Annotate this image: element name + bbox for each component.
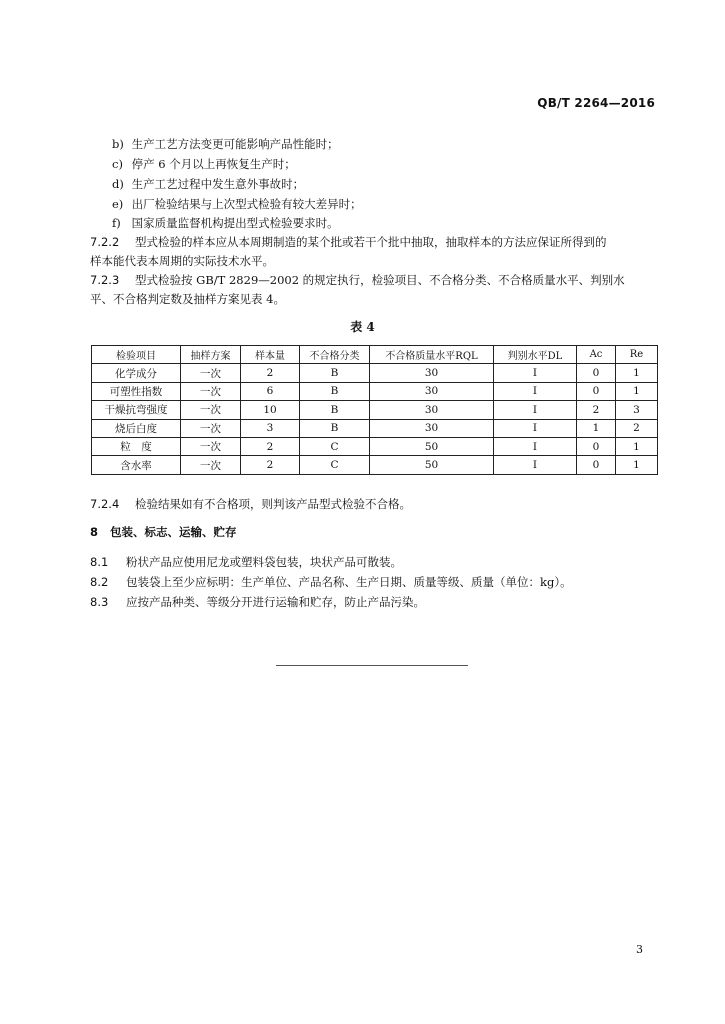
table-cell: 6 <box>241 382 300 400</box>
table-cell: 1 <box>577 419 616 437</box>
list-label: e) <box>112 197 124 211</box>
list-text: 国家质量监督机构提出型式检验要求时。 <box>131 216 339 230</box>
table-cell: 10 <box>241 401 300 419</box>
table-title: 表 4 <box>350 320 375 334</box>
table-cell: 3 <box>616 401 658 419</box>
table-row <box>92 419 658 437</box>
table-cell: I <box>494 456 577 474</box>
list-item-e <box>112 196 362 212</box>
clause-number: 8.1 <box>90 555 109 569</box>
table-cell: 1 <box>616 382 658 400</box>
section-title: 包装、标志、运输、贮存 <box>110 525 237 539</box>
table-cell: B <box>300 382 370 400</box>
clause-7-2-3-continuation: 平、不合格判定数及抽样方案见表 4。 <box>90 292 285 306</box>
table-cell: 一次 <box>181 382 241 400</box>
header-nonconformity-class: 不合格分类 <box>300 346 370 364</box>
list-label: f) <box>112 216 121 230</box>
clause-text: 应按产品种类、等级分开进行运输和贮存，防止产品污染。 <box>126 595 425 609</box>
clause-number: 8.3 <box>90 595 109 609</box>
clause-7-2-2 <box>90 234 607 250</box>
clause-text: 粉状产品应使用尼龙或塑料袋包装，块状产品可散装。 <box>126 555 402 569</box>
standard-code: QB/T 2264—2016 <box>537 96 655 110</box>
clause-8-1 <box>90 554 402 570</box>
table-row <box>92 401 658 419</box>
table-cell: 粒 度 <box>92 437 181 455</box>
table-cell: C <box>300 456 370 474</box>
table-row <box>92 456 658 474</box>
clause-text: 型式检验的样本应从本周期制造的某个批或若干个批中抽取，抽取样本的方法应保证所得到的 <box>135 235 607 249</box>
table-cell: 含水率 <box>92 456 181 474</box>
table-cell: 化学成分 <box>92 364 181 382</box>
list-item-f <box>112 215 339 231</box>
header-item: 检验项目 <box>92 346 181 364</box>
header-sampling-plan: 抽样方案 <box>181 346 241 364</box>
table-cell: 2 <box>616 419 658 437</box>
table-cell: 可塑性指数 <box>92 382 181 400</box>
table-cell: 一次 <box>181 401 241 419</box>
list-item-c <box>112 156 296 172</box>
list-item-b <box>112 136 339 152</box>
table-cell: 30 <box>370 382 494 400</box>
section-8-heading <box>90 524 237 540</box>
table-cell: I <box>494 382 577 400</box>
list-text: 停产 6 个月以上再恢复生产时； <box>131 157 296 171</box>
section-number: 8 <box>90 525 99 539</box>
clause-number: 7.2.2 <box>90 235 120 249</box>
list-label: c) <box>112 157 123 171</box>
table-4 <box>91 345 658 475</box>
list-text: 生产工艺过程中发生意外事故时； <box>131 177 305 191</box>
list-label: b) <box>112 137 124 151</box>
table-cell: 3 <box>241 419 300 437</box>
table-row <box>92 437 658 455</box>
header-sample-size: 样本量 <box>241 346 300 364</box>
list-label: d) <box>112 177 124 191</box>
table-cell: I <box>494 419 577 437</box>
clause-text: 检验结果如有不合格项，则判该产品型式检验不合格。 <box>135 497 411 511</box>
clause-7-2-2-continuation: 样本能代表本周期的实际技术水平。 <box>90 254 274 268</box>
header-dl: 判别水平DL <box>494 346 577 364</box>
clause-number: 7.2.3 <box>90 273 120 287</box>
clause-8-3 <box>90 594 425 610</box>
list-text: 出厂检验结果与上次型式检验有较大差异时； <box>131 197 362 211</box>
table-cell: B <box>300 419 370 437</box>
page-number: 3 <box>636 943 643 956</box>
table-cell: 2 <box>241 437 300 455</box>
header-re: Re <box>616 346 658 364</box>
table-cell: I <box>494 437 577 455</box>
clause-7-2-3 <box>90 272 625 288</box>
table-cell: 2 <box>241 364 300 382</box>
table-cell: 30 <box>370 401 494 419</box>
clause-8-2 <box>90 574 572 590</box>
clause-number: 7.2.4 <box>90 497 120 511</box>
table-cell: 1 <box>616 364 658 382</box>
end-rule <box>276 665 468 666</box>
table-cell: I <box>494 364 577 382</box>
header-rql: 不合格质量水平RQL <box>370 346 494 364</box>
list-item-d <box>112 176 304 192</box>
clause-text: 包装袋上至少应标明：生产单位、产品名称、生产日期、质量等级、质量（单位：kg）。 <box>126 575 572 589</box>
table-cell: 50 <box>370 437 494 455</box>
table-row <box>92 382 658 400</box>
table-cell: 0 <box>577 382 616 400</box>
table-cell: 1 <box>616 437 658 455</box>
clause-7-2-4 <box>90 496 411 512</box>
table-cell: C <box>300 437 370 455</box>
clause-text: 型式检验按 GB/T 2829—2002 的规定执行，检验项目、不合格分类、不合格质量水平、判别水 <box>135 273 625 287</box>
table-cell: 2 <box>577 401 616 419</box>
table-cell: 一次 <box>181 364 241 382</box>
clause-number: 8.2 <box>90 575 109 589</box>
table-cell: 一次 <box>181 456 241 474</box>
table-cell: 30 <box>370 364 494 382</box>
table-cell: 0 <box>577 456 616 474</box>
table-cell: B <box>300 401 370 419</box>
table-cell: 0 <box>577 437 616 455</box>
table-cell: 2 <box>241 456 300 474</box>
table-cell: 烧后白度 <box>92 419 181 437</box>
list-text: 生产工艺方法变更可能影响产品性能时； <box>131 137 339 151</box>
table-cell: 一次 <box>181 419 241 437</box>
table-cell: B <box>300 364 370 382</box>
table-row <box>92 364 658 382</box>
table-cell: 50 <box>370 456 494 474</box>
table-cell: 0 <box>577 364 616 382</box>
table-cell: 干燥抗弯强度 <box>92 401 181 419</box>
table-cell: 30 <box>370 419 494 437</box>
table-cell: I <box>494 401 577 419</box>
table-header-row <box>92 346 658 364</box>
table-cell: 一次 <box>181 437 241 455</box>
header-ac: Ac <box>577 346 616 364</box>
table-cell: 1 <box>616 456 658 474</box>
